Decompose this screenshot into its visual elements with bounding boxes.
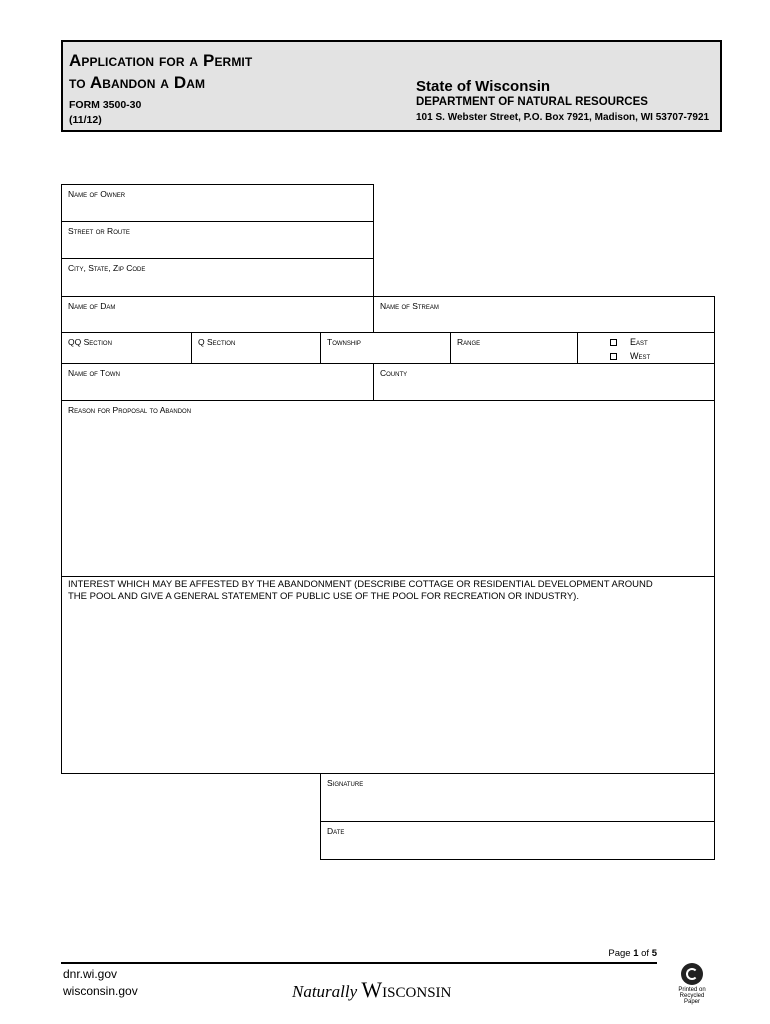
range-field[interactable] bbox=[450, 332, 578, 364]
owner-field[interactable] bbox=[61, 184, 374, 222]
interest-field[interactable] bbox=[61, 576, 715, 774]
city-field[interactable] bbox=[61, 258, 374, 297]
qq-section-field[interactable] bbox=[61, 332, 192, 364]
department-name: DEPARTMENT OF NATURAL RESOURCES bbox=[416, 96, 648, 108]
recycled-paper-mark: Printed on Recycled Paper bbox=[678, 963, 706, 1005]
east-label: East bbox=[630, 337, 648, 347]
footer-links bbox=[63, 966, 138, 1000]
county-field[interactable] bbox=[373, 363, 715, 401]
town-label: Name of Town bbox=[68, 368, 120, 378]
street-field[interactable] bbox=[61, 221, 374, 259]
form-number: FORM 3500-30 (11/12) bbox=[69, 99, 142, 126]
q-section-label: Q Section bbox=[198, 337, 236, 347]
county-label: County bbox=[380, 368, 408, 378]
signature-field[interactable] bbox=[320, 773, 715, 822]
stream-name-field[interactable] bbox=[373, 296, 715, 333]
range-label: Range bbox=[457, 337, 481, 347]
signature-label: Signature bbox=[327, 778, 364, 788]
township-label: Township bbox=[327, 337, 361, 347]
reason-field[interactable] bbox=[61, 400, 715, 577]
qq-section-label: QQ Section bbox=[68, 337, 112, 347]
date-label: Date bbox=[327, 826, 345, 836]
q-section-field[interactable] bbox=[191, 332, 321, 364]
department-address: 101 S. Webster Street, P.O. Box 7921, Madison, WI 53707-7921 bbox=[416, 112, 710, 123]
west-checkbox[interactable] bbox=[610, 353, 617, 360]
range-direction-field bbox=[577, 332, 715, 364]
street-label: Street or Route bbox=[68, 226, 130, 236]
recycle-globe-icon bbox=[681, 963, 703, 985]
reason-label: Reason for Proposal to Abandon bbox=[68, 405, 192, 415]
city-label: City, State, Zip Code bbox=[68, 263, 146, 273]
west-label: West bbox=[630, 351, 651, 361]
form-title: Application for a Permit to Abandon a Dam bbox=[69, 51, 253, 92]
naturally-wisconsin-logo: Naturally Wisconsin bbox=[292, 977, 452, 1002]
dnr-link[interactable]: dnr.wi.gov bbox=[63, 967, 118, 981]
state-name: State of Wisconsin bbox=[416, 78, 551, 95]
west-option[interactable] bbox=[610, 351, 650, 361]
dam-name-field[interactable] bbox=[61, 296, 374, 333]
page-number: Page 1 of 5 bbox=[608, 948, 657, 959]
township-field[interactable] bbox=[320, 332, 451, 364]
wisconsin-link[interactable]: wisconsin.gov bbox=[63, 984, 138, 998]
form-header bbox=[61, 40, 722, 132]
date-field[interactable] bbox=[320, 821, 715, 860]
town-field[interactable] bbox=[61, 363, 374, 401]
dam-label: Name of Dam bbox=[68, 301, 116, 311]
footer-divider bbox=[61, 962, 657, 964]
stream-label: Name of Stream bbox=[380, 301, 439, 311]
east-checkbox[interactable] bbox=[610, 339, 617, 346]
interest-label: INTEREST WHICH MAY BE AFFESTED BY THE ABANDONMENT (DESCRIBE COTTAGE OR RESIDENTIAL DEVELOPMENT AROUND THE POOL AND GIVE A GENERAL STATEMENT OF PUBLIC USE OF THE POOL FOR RECREATION OR INDUSTRY). bbox=[68, 579, 653, 602]
east-option[interactable] bbox=[610, 337, 648, 347]
owner-label: Name of Owner bbox=[68, 189, 126, 199]
